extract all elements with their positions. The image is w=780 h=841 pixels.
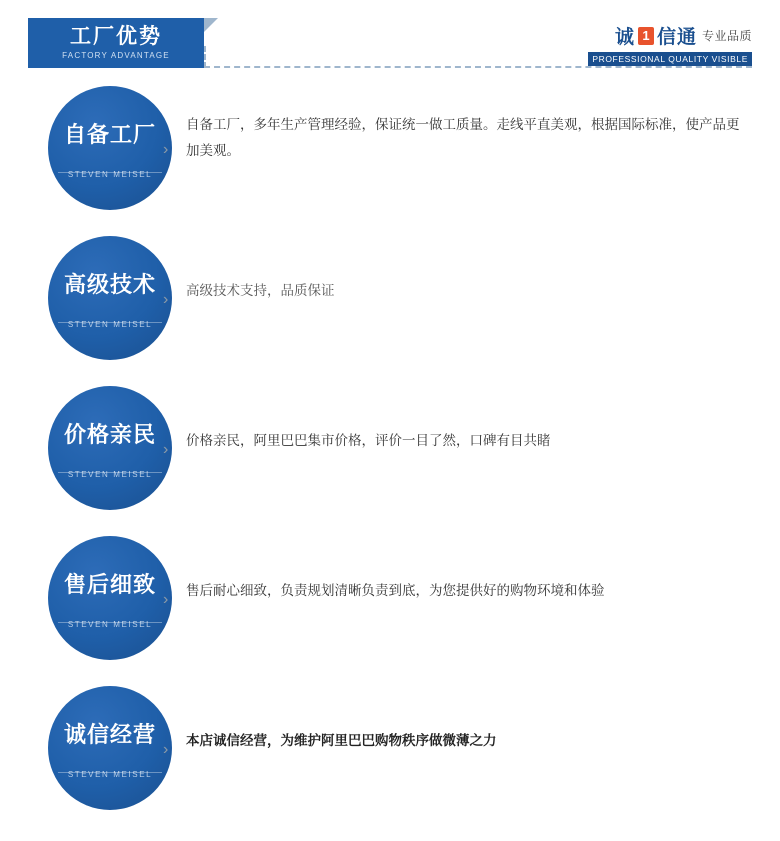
advantage-badge bbox=[48, 386, 172, 510]
advantage-badge bbox=[48, 536, 172, 660]
page-header bbox=[0, 0, 780, 74]
advantage-badge-wrap bbox=[0, 80, 186, 230]
advantage-badge-divider bbox=[58, 622, 162, 623]
header-banner-title-cn: 工厂优势 bbox=[70, 24, 162, 48]
advantage-badge-divider bbox=[58, 472, 162, 473]
header-banner bbox=[28, 18, 204, 68]
header-banner-title-en: FACTORY ADVANTAGE bbox=[62, 50, 170, 60]
advantage-badge-subtitle: STEVEN MEISEL bbox=[67, 619, 153, 629]
advantage-badge-subtitle: STEVEN MEISEL bbox=[67, 319, 153, 329]
trust-badge bbox=[572, 22, 752, 62]
advantage-badge-subtitle: STEVEN MEISEL bbox=[67, 169, 153, 179]
advantage-badge-title: 高级技术 bbox=[63, 271, 156, 297]
trust-badge-top bbox=[572, 22, 752, 49]
chevron-right-icon: › bbox=[163, 741, 169, 758]
advantage-row bbox=[0, 380, 780, 530]
advantage-row-text: 自备工厂，多年生产管理经验，保证统一做工质量。走线平直美观，根据国际标准，使产品更加美观。 bbox=[186, 117, 740, 158]
advantage-row bbox=[0, 230, 780, 380]
advantage-badge-subtitle: STEVEN MEISEL bbox=[67, 469, 153, 479]
advantage-badge-divider bbox=[58, 172, 162, 173]
advantage-row bbox=[0, 530, 780, 680]
trust-badge-mark-icon: 1 bbox=[638, 27, 654, 45]
chevron-right-icon: › bbox=[163, 441, 169, 458]
advantage-badge bbox=[48, 86, 172, 210]
advantage-badge-title: 自备工厂 bbox=[63, 121, 156, 147]
header-divider-vertical bbox=[204, 46, 206, 68]
advantage-row-text: 本店诚信经营，为维护阿里巴巴购物秩序做微薄之力 bbox=[186, 733, 497, 748]
advantage-badge-divider bbox=[58, 322, 162, 323]
advantage-row-text: 价格亲民，阿里巴巴集市价格，评价一目了然，口碑有目共睹 bbox=[186, 433, 551, 448]
chevron-right-icon: › bbox=[163, 591, 169, 608]
advantage-badge bbox=[48, 686, 172, 810]
chevron-right-icon: › bbox=[163, 291, 169, 308]
trust-badge-text-right: 信通 bbox=[656, 27, 697, 48]
trust-badge-english: PROFESSIONAL QUALITY VISIBLE bbox=[588, 52, 752, 66]
banner-notch-shape bbox=[204, 18, 218, 32]
advantage-row-text: 售后耐心细致，负责规划清晰负责到底，为您提供好的购物环境和体验 bbox=[186, 583, 605, 598]
advantage-badge-title: 售后细致 bbox=[63, 571, 156, 597]
advantage-badge-wrap bbox=[0, 230, 186, 380]
advantage-badge-wrap bbox=[0, 680, 186, 830]
advantage-badge-wrap bbox=[0, 380, 186, 530]
advantage-badge-title: 价格亲民 bbox=[63, 421, 156, 447]
chevron-right-icon: › bbox=[163, 141, 169, 158]
advantage-row bbox=[0, 80, 780, 230]
trust-badge-subtitle: 专业品质 bbox=[701, 29, 752, 43]
advantage-row bbox=[0, 680, 780, 830]
advantage-badge bbox=[48, 236, 172, 360]
trust-badge-text-left: 诚 bbox=[614, 27, 635, 48]
advantage-list bbox=[0, 74, 780, 830]
advantage-badge-wrap bbox=[0, 530, 186, 680]
advantage-badge-divider bbox=[58, 772, 162, 773]
advantage-badge-subtitle: STEVEN MEISEL bbox=[67, 769, 153, 779]
advantage-row-text: 高级技术支持，品质保证 bbox=[186, 283, 335, 298]
advantage-badge-title: 诚信经营 bbox=[63, 721, 156, 747]
